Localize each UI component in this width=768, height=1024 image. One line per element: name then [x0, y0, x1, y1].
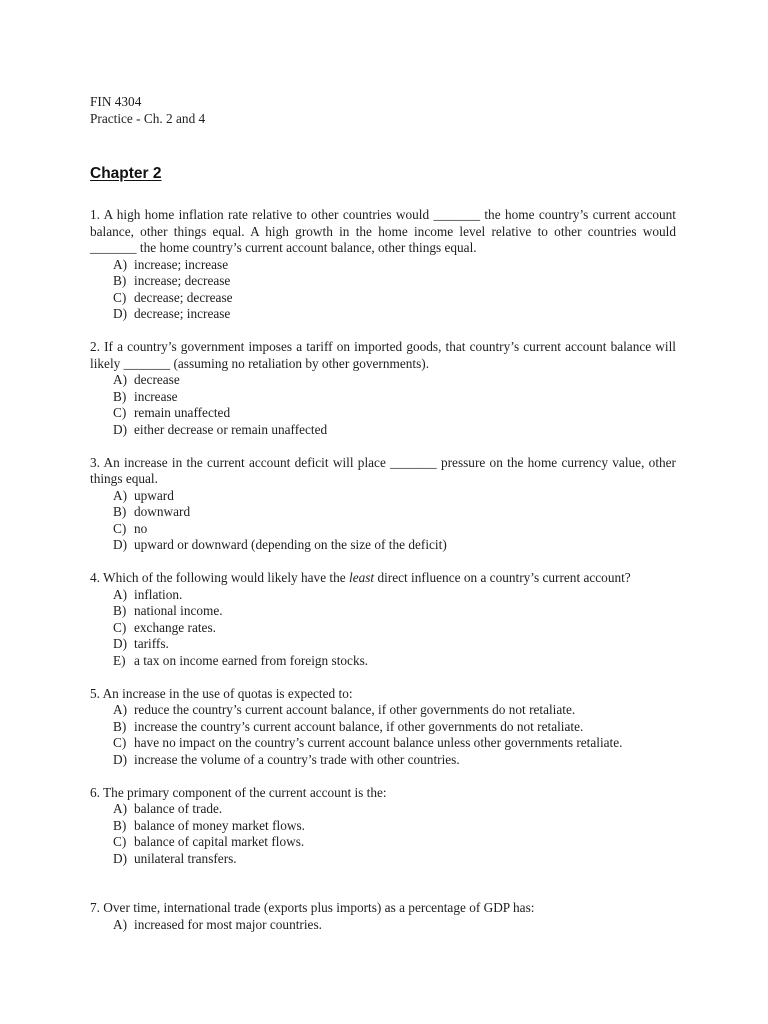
answer-option: [113, 521, 676, 538]
option-letter: A): [113, 916, 128, 932]
question-spacer: [90, 867, 676, 900]
stem-text: 6. The primary component of the current account is the:: [90, 784, 387, 800]
answer-option: [113, 636, 676, 653]
answer-option: [113, 273, 676, 290]
option-text: tariffs.: [134, 636, 169, 651]
question-spacer: [90, 438, 676, 455]
question-6: [90, 785, 676, 868]
option-text: either decrease or remain unaffected: [134, 421, 328, 437]
option-letter: A): [113, 487, 128, 503]
answer-option: [113, 801, 676, 818]
answer-blank: _______: [390, 454, 437, 470]
answer-option: [113, 851, 676, 868]
option-letter: C): [113, 289, 127, 305]
option-text: increase: [134, 388, 178, 404]
answer-option: [113, 818, 676, 835]
option-letter: C): [113, 520, 127, 536]
option-letter: B): [113, 718, 127, 734]
answer-option: [113, 702, 676, 719]
stem-text: 4. Which of the following would likely have the: [90, 570, 349, 585]
option-text: balance of trade.: [134, 801, 223, 816]
option-text: unilateral transfers.: [134, 850, 237, 866]
question-spacer: [90, 323, 676, 340]
answer-option: [113, 917, 676, 934]
option-letter: C): [113, 735, 127, 750]
answer-blank: _______: [123, 355, 171, 371]
answer-blank: _______: [433, 207, 481, 222]
answer-option: [113, 735, 676, 752]
option-letter: A): [113, 702, 128, 717]
option-text: reduce the country’s current account balance, if other governments do not retaliate.: [134, 702, 576, 717]
option-letter: A): [113, 586, 128, 602]
option-text: remain unaffected: [134, 405, 231, 420]
stem-text: 1. A high home inflation rate relative to other countries would: [90, 207, 434, 222]
option-text: have no impact on the country’s current account balance unless other governments retaliate.: [134, 735, 623, 750]
answer-option: [113, 620, 676, 637]
option-letter: C): [113, 405, 127, 420]
answer-option: [113, 306, 676, 323]
stem-text: pressure on the home currency value, other things equal.: [90, 454, 676, 486]
answer-option: [113, 752, 676, 769]
stem-text: the home country’s current account balance, other things equal.: [136, 240, 477, 255]
option-letter: A): [113, 801, 128, 816]
question-stem: [90, 339, 676, 372]
option-text: increase the country’s current account balance, if other governments do not retaliate.: [134, 718, 584, 734]
option-text: decrease; decrease: [134, 289, 233, 305]
option-letter: B): [113, 603, 127, 618]
option-text: decrease: [134, 372, 180, 387]
option-text: increase; increase: [134, 256, 229, 272]
answer-option: [113, 405, 676, 422]
answer-option: [113, 488, 676, 505]
question-7: [90, 900, 676, 933]
answer-options: [90, 587, 676, 670]
option-letter: D): [113, 636, 128, 651]
stem-text: 2. If a country’s government imposes a tariff on imported goods, that country’s current account balance will likely: [90, 339, 676, 371]
option-letter: D): [113, 537, 128, 552]
option-text: inflation.: [134, 586, 183, 602]
question-list: [90, 207, 676, 933]
option-letter: D): [113, 751, 128, 767]
answer-blank: _______: [90, 240, 137, 255]
course-code: FIN 4304: [90, 94, 142, 109]
emphasized-word: least: [349, 570, 375, 585]
answer-options: [90, 257, 676, 323]
question-spacer: [90, 669, 676, 686]
question-stem: [90, 785, 676, 802]
stem-text: (assuming no retaliation by other governments).: [170, 355, 430, 371]
option-text: exchange rates.: [134, 619, 216, 635]
option-text: no: [134, 520, 148, 536]
question-4: [90, 570, 676, 669]
answer-option: [113, 834, 676, 851]
question-5: [90, 686, 676, 769]
stem-text: 5. An increase in the use of quotas is expected to:: [90, 685, 353, 701]
question-3: [90, 455, 676, 554]
question-stem: [90, 570, 676, 587]
answer-option: [113, 372, 676, 389]
answer-option: [113, 422, 676, 439]
answer-option: [113, 290, 676, 307]
answer-option: [113, 653, 676, 670]
stem-text: 7. Over time, international trade (exports plus imports) as a percentage of GDP has:: [90, 900, 535, 915]
option-text: increased for most major countries.: [134, 916, 322, 932]
option-text: downward: [134, 504, 191, 519]
answer-option: [113, 504, 676, 521]
document-header: [90, 94, 680, 127]
option-letter: C): [113, 619, 127, 635]
option-letter: C): [113, 834, 127, 849]
stem-text: 3. An increase in the current account deficit will place: [90, 454, 391, 470]
answer-options: [90, 372, 676, 438]
answer-option: [113, 603, 676, 620]
question-stem: [90, 686, 676, 703]
option-letter: B): [113, 817, 127, 833]
option-text: upward or downward (depending on the size of the deficit): [134, 537, 447, 552]
document-subtitle: Practice - Ch. 2 and 4: [90, 110, 206, 126]
answer-options: [90, 702, 676, 768]
option-letter: E): [113, 652, 126, 668]
option-text: increase; decrease: [134, 273, 231, 288]
option-text: increase the volume of a country’s trade with other countries.: [134, 751, 460, 767]
option-letter: D): [113, 306, 128, 321]
option-text: upward: [134, 487, 174, 503]
stem-text: the home country’s current account balance, other things equal. A high growth in the home income level relative to other countries would: [90, 207, 676, 239]
question-spacer: [90, 768, 676, 785]
chapter-heading: Chapter 2: [90, 165, 162, 182]
answer-option: [113, 719, 676, 736]
question-spacer: [90, 554, 676, 571]
answer-option: [113, 389, 676, 406]
stem-text: direct influence on a country’s current account?: [374, 570, 631, 585]
question-1: [90, 207, 676, 323]
option-text: balance of capital market flows.: [134, 834, 305, 849]
option-letter: A): [113, 372, 128, 387]
option-text: national income.: [134, 603, 223, 618]
option-letter: D): [113, 421, 128, 437]
option-text: balance of money market flows.: [134, 817, 305, 833]
question-stem: [90, 455, 676, 488]
answer-options: [90, 801, 676, 867]
question-2: [90, 339, 676, 438]
answer-option: [113, 587, 676, 604]
option-letter: B): [113, 388, 127, 404]
answer-options: [90, 488, 676, 554]
option-letter: D): [113, 850, 128, 866]
option-letter: B): [113, 273, 127, 288]
option-text: a tax on income earned from foreign stocks.: [134, 652, 369, 668]
question-stem: [90, 207, 676, 257]
option-letter: A): [113, 256, 128, 272]
option-text: decrease; increase: [134, 306, 231, 321]
answer-option: [113, 257, 676, 274]
question-stem: [90, 900, 676, 917]
answer-option: [113, 537, 676, 554]
option-letter: B): [113, 504, 127, 519]
answer-options: [90, 917, 676, 934]
